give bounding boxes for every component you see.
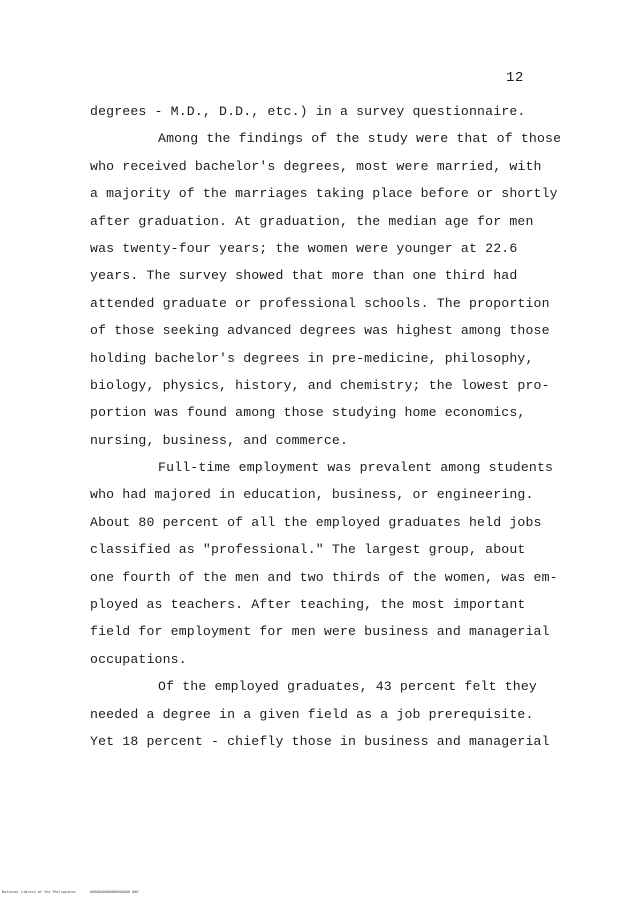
- text-line: degrees - M.D., D.D., etc.) in a survey questionnaire.: [90, 104, 526, 119]
- text-line: a majority of the marriages taking place before or shortly: [90, 186, 558, 202]
- scan-footer: [2, 890, 150, 894]
- scan-code: 0000000000000000000 000: [89, 890, 139, 894]
- text-line: after graduation. At graduation, the median age for men: [90, 213, 534, 229]
- text-line: who received bachelor's degrees, most were married, with: [90, 158, 542, 174]
- text-line: years. The survey showed that more than one third had: [90, 268, 518, 284]
- text-line: nursing, business, and commerce.: [90, 432, 349, 448]
- text-line: was twenty-four years; the women were younger at 22.6: [90, 240, 518, 256]
- text-line: classified as "professional." The largest group, about: [90, 542, 526, 558]
- text-line: ployed as teachers. After teaching, the most important: [90, 597, 526, 613]
- text-line: attended graduate or professional schools. The proportion: [90, 295, 550, 311]
- text-line: who had majored in education, business, or engineering.: [90, 487, 534, 503]
- paragraph-start-line: Full-time employment was prevalent among students: [158, 460, 554, 476]
- body-text: [90, 98, 570, 755]
- text-line: occupations.: [90, 651, 187, 667]
- text-line: holding bachelor's degrees in pre-medicine, philosophy,: [90, 350, 534, 366]
- text-line: biology, physics, history, and chemistry; the lowest pro-: [90, 377, 550, 393]
- text-line: About 80 percent of all the employed graduates held jobs: [90, 514, 542, 530]
- page-number: 12: [506, 70, 524, 86]
- text-line: of those seeking advanced degrees was highest among those: [90, 323, 550, 339]
- library-credit: National Library of the Philippines: [2, 890, 76, 894]
- text-line: field for employment for men were business and managerial: [90, 624, 550, 640]
- text-line: Yet 18 percent - chiefly those in business and managerial: [90, 733, 550, 749]
- text-line: one fourth of the men and two thirds of the women, was em-: [90, 569, 558, 585]
- text-line: portion was found among those studying home economics,: [90, 405, 526, 421]
- paragraph-start-line: Among the findings of the study were that of those: [158, 131, 562, 147]
- paragraph-start-line: Of the employed graduates, 43 percent felt they: [158, 679, 537, 695]
- text-line: needed a degree in a given field as a job prerequisite.: [90, 706, 534, 722]
